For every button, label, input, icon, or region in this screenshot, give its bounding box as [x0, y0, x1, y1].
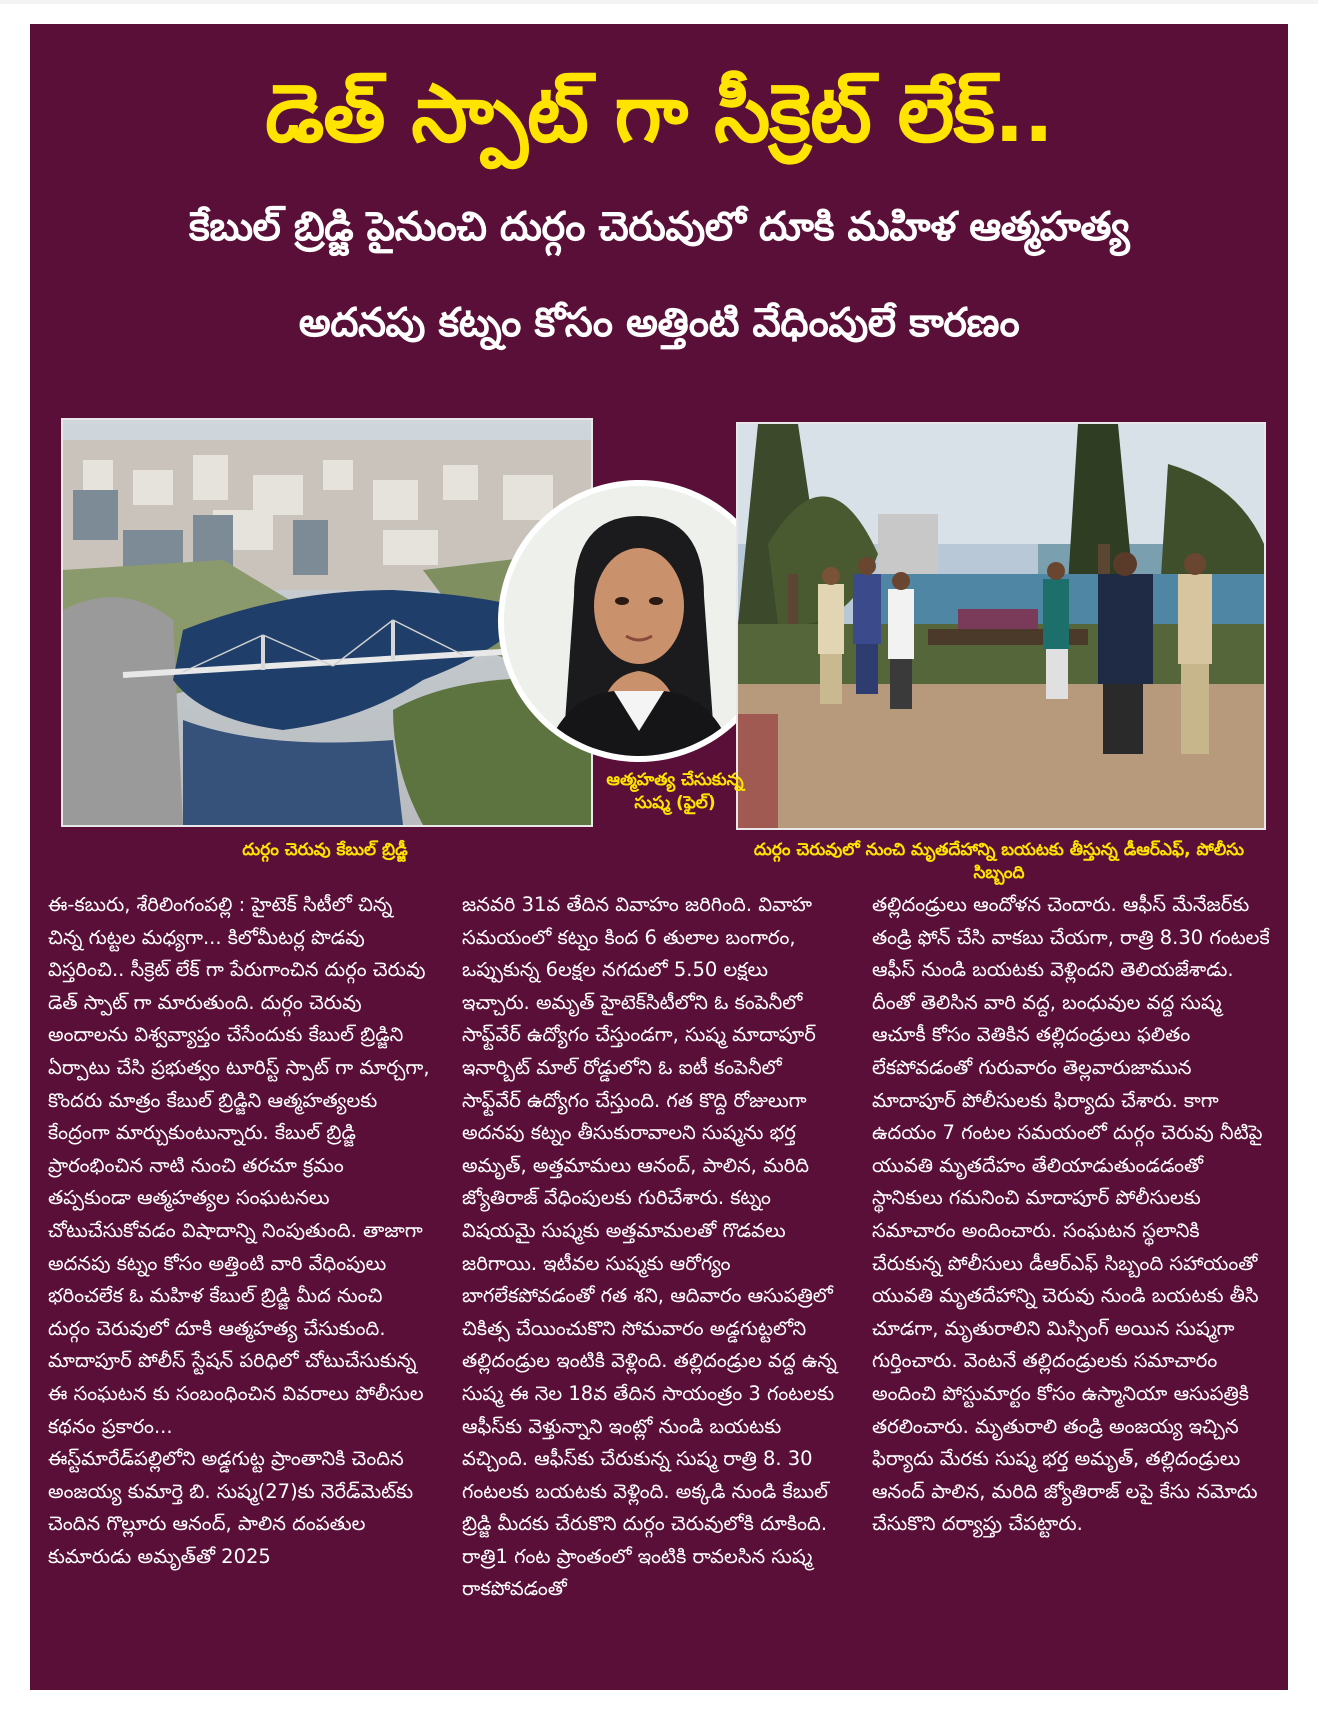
subheadline-1: కేబుల్ బ్రిడ్జి పైనుంచి దుర్గం చెరువులో దూకి మహిళ ఆత్మహత్య [188, 204, 1130, 250]
article-paragraph: తల్లిదండ్రులు ఆందోళన చెందారు. ఆఫీస్ మేనేజర్‌కు తండ్రి ఫోన్ చేసి వాకబు చేయగా, రాత్రి 8.30 గంటలకే ఆఫీస్ నుండి బయటకు వెళ్లిందని తెలియజేశాడు. దీంతో తెలిసిన వారి వద్ద, బంధువుల వద్ద సుష్మ ఆచూకీ కోసం వెతికిన తల్లిదండ్రులు ఫలితం లేకపోవడంతో గురువారం తెల్లవారుజామున మాదాపూర్ పోలీసులకు ఫిర్యాదు చేశారు. కాగా ఉదయం 7 గంటల సమయంలో దుర్గం చెరువు నీటిపై యువతి మృతదేహం తేలియాడుతుండడంతో స్థానికులు గమనించి మాదాపూర్ పోలీసులకు సమాచారం అందించారు. సంఘటన స్థలానికి చేరుకున్న పోలీసులు డీఆర్ఎఫ్ సిబ్బంది సహాయంతో యువతి మృతదేహాన్ని చెరువు నుండి బయటకు తీసి చూడగా, మృతురాలిని మిస్సింగ్ అయిన సుష్మగా గుర్తించారు. వెంటనే తల్లిదండ్రులకు సమాచారం అందించి పోస్టుమార్టం కోసం ఉస్మానియా ఆసుపత్రికి తరలించారు. మృతురాలి తండ్రి అంజయ్య ఇచ్చిన ఫిర్యాదు మేరకు సుష్మ భర్త అమృత్, తల్లిదండ్రులు ఆనంద్ పాలిన, మరిది జ్యోతిరాజ్ లపై కేసు నమోదు చేసుకొని దర్యాప్తు చేపట్టారు. [872, 893, 1270, 1536]
article-column-2 [462, 889, 840, 1606]
article-column-3 [872, 889, 1272, 1541]
headline: డెత్ స్పాట్ గా సీక్రెట్ లేక్.. [265, 67, 1053, 160]
caption-right-photo: దుర్గం చెరువులో నుంచి మృతదేహాన్ని బయటకు తీస్తున్న డీఆర్ఎఫ్, పోలీసు సిబ్బంది [753, 840, 1245, 883]
article-paragraph: ఈస్ట్‌మారేడ్‌పల్లిలోని అడ్డగుట్ట ప్రాంతానికి చెందిన అంజయ్య కుమార్తె బి. సుష్మ(27)కు నెరేడ్‌మెట్‌కు చెందిన గొల్లూరు ఆనంద్, పాలిన దంపతుల కుమారుడు అమృత్‌తో 2025 [48, 1447, 414, 1568]
article-paragraph: ఈ-కబురు, శేరిలింగంపల్లి : హైటెక్ సిటీలో చిన్న చిన్న గుట్టల మధ్యగా... కిలోమీటర్ల పొడవు విస్తరించి.. సీక్రెట్ లేక్ గా పేరుగాంచిన దుర్గం చెరువు డెత్ స్పాట్ గా మారుతుంది. దుర్గం చెరువు అందాలను విశ్వవ్యాప్తం చేసేందుకు కేబుల్ బ్రిడ్జిని ఏర్పాటు చేసి ప్రభుత్వం టూరిస్ట్ స్పాట్ గా మార్చగా, కొందరు మాత్రం కేబుల్ బ్రిడ్జిని ఆత్మహత్యలకు కేంద్రంగా మార్చుకుంటున్నారు. కేబుల్ బ్రిడ్జి ప్రారంభించిన నాటి నుంచి తరచూ క్రమం తప్పకుండా ఆత్మహత్యల సంఘటనలు చోటుచేసుకోవడం విషాదాన్ని నింపుతుంది. తాజాగా అదనపు కట్నం కోసం అత్తింటి వారి వేధింపులు భరించలేక ఓ మహిళ కేబుల్ బ్రిడ్జి మీద నుంచి దుర్గం చెరువులో దూకి ఆత్మహత్య చేసుకుంది. మాదాపూర్ పోలీస్ స్టేషన్ పరిధిలో చోటుచేసుకున్న ఈ సంఘటన కు సంబంధించిన వివరాలు పోలీసుల కథనం ప్రకారం... [48, 893, 430, 1438]
photo-rescue-scene [736, 422, 1266, 830]
article-column-1 [48, 889, 430, 1573]
caption-portrait: ఆత్మహత్య చేసుకున్న సుష్మ (ఫైల్) [606, 770, 744, 813]
woman-portrait-image [504, 486, 774, 756]
news-clipping [30, 24, 1288, 1690]
top-strip [0, 0, 1318, 4]
rescue-scene-image [738, 424, 1264, 828]
subheadline-2: అదనపు కట్నం కోసం అత్తింటి వేధింపులే కారణం [298, 300, 1020, 346]
article-paragraph: జనవరి 31వ తేదిన వివాహం జరిగింది. వివాహ సమయంలో కట్నం కింద 6 తులాల బంగారం, ఒప్పుకున్న 6లక్షల నగదులో 5.50 లక్షలు ఇచ్చారు. అమృత్ హైటెక్‌సిటీలోని ఓ కంపెనీలో సాఫ్ట్‌వేర్ ఉద్యోగం చేస్తుండగా, సుష్మ మాదాపూర్ ఇనార్బిట్ మాల్ రోడ్డులోని ఓ ఐటీ కంపెనీలో సాఫ్ట్‌వేర్ ఉద్యోగం చేస్తుంది. గత కొద్ది రోజులుగా అదనపు కట్నం తీసుకురావాలని సుష్మను భర్త అమృత్, అత్తమామలు ఆనంద్, పాలిన, మరిది జ్యోతిరాజ్ వేధింపులకు గురిచేశారు. కట్నం విషయమై సుష్మకు అత్తమామలతో గొడవలు జరిగాయి. ఇటీవల సుష్మకు ఆరోగ్యం బాగలేకపోవడంతో గత శని, ఆదివారం ఆసుపత్రిలో చికిత్స చేయించుకొని సోమవారం అడ్డగుట్టలోని తల్లిదండ్రుల ఇంటికి వెళ్లింది. తల్లిదండ్రుల వద్ద ఉన్న సుష్మ ఈ నెల 18వ తేదిన సాయంత్రం 3 గంటలకు ఆఫీస్‌కు వెళ్తున్నాని ఇంట్లో నుండి బయటకు వచ్చింది. ఆఫీస్‌కు చేరుకున్న సుష్మ రాత్రి 8. 30 గంటలకు బయటకు వెళ్లింది. అక్కడి నుండి కేబుల్ బ్రిడ్జి మీదకు చేరుకొని దుర్గం చెరువులోకి దూకింది. రాత్రి1 గంట ప్రాంతంలో ఇంటికి రావలసిన సుష్మ రాకపోవడంతో [462, 893, 837, 1601]
caption-left-photo: దుర్గం చెరువు కేబుల్ బ్రిడ్జీ [242, 840, 408, 860]
